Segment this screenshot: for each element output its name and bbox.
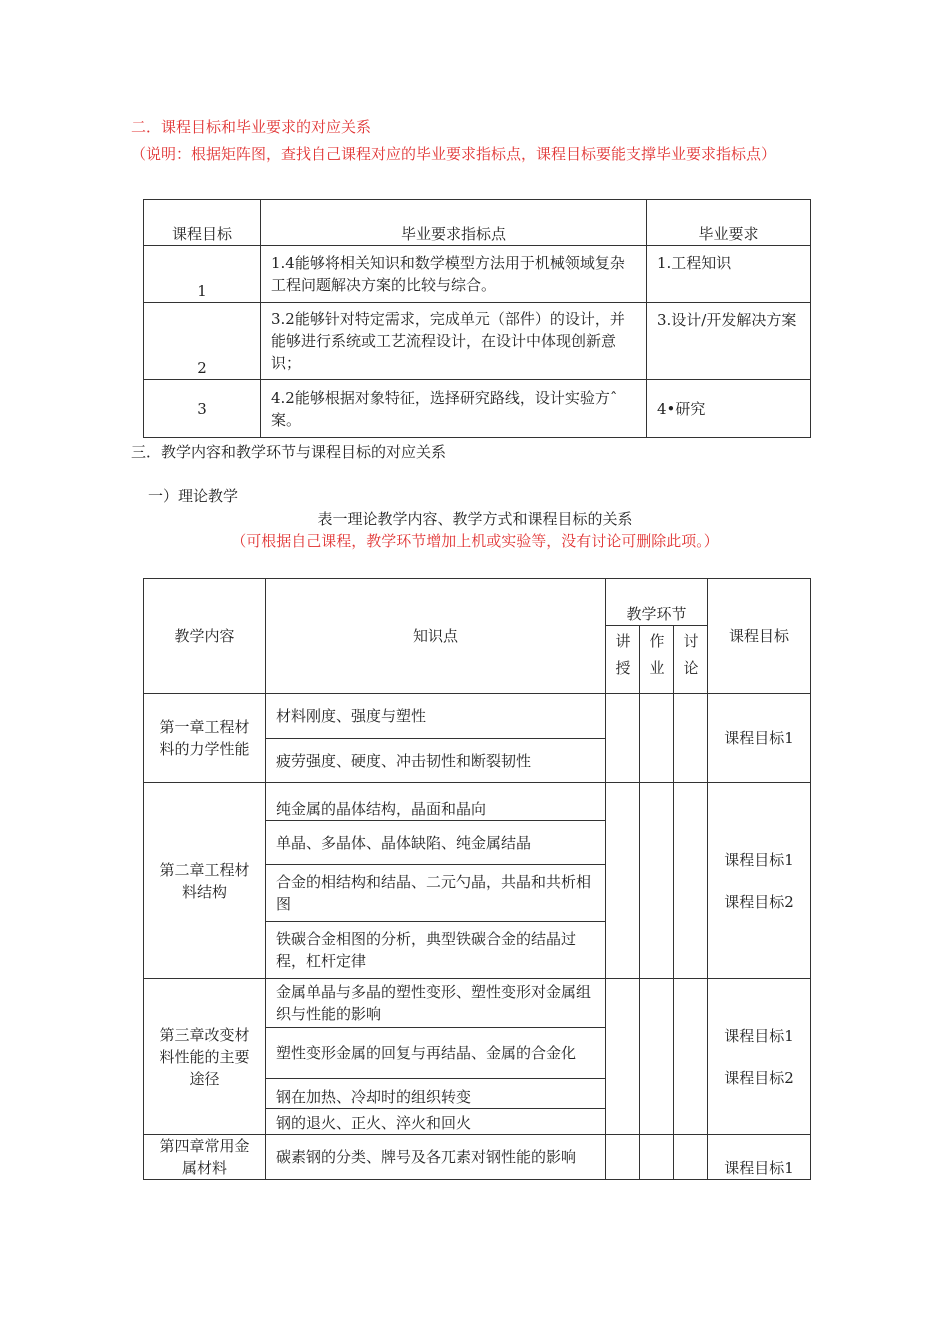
table-caption: 表一理论教学内容、教学方式和课程目标的关系 [317, 510, 633, 528]
section3-heading: 三．教学内容和教学环节与课程目标的对应关系 [131, 443, 447, 461]
header-knowledge: 知识点 [266, 579, 606, 694]
row-requirement: 3.设计/开发解决方案 [647, 303, 811, 380]
chapter-goal: 课程目标1 [724, 850, 794, 869]
table-caption-note: （可根据自己课程，教学环节增加上机或实验等，没有讨论可删除此项。） [231, 532, 719, 550]
knowledge-point: 钢的退火、正火、淬火和回火 [266, 1109, 606, 1135]
header-lecture: 讲授 [606, 626, 640, 694]
chapter-name: 第二章工程材料结构 [144, 783, 266, 979]
row-indicator: 3.2能够针对特定需求，完成单元（部件）的设计，并能够进行系统或工艺流程设计，在设计中体现创新意识； [261, 303, 647, 380]
knowledge-point: 金属单晶与多晶的塑性变形、塑性变形对金属组织与性能的影响 [266, 979, 606, 1028]
row-indicator: 4.2能够根据对象特征，选择研究路线，设计实验方ˆ案。 [261, 380, 647, 438]
knowledge-point: 钢在加热、冷却时的组织转变 [266, 1079, 606, 1109]
discussion-cell [674, 783, 708, 979]
knowledge-point: 碳素钢的分类、牌号及各兀素对钢性能的影响 [266, 1135, 606, 1180]
row-goal: 2 [144, 303, 261, 380]
chapter-goals [708, 783, 811, 979]
row-indicator: 1.4能够将相关知识和数学模型方法用于机械领域复杂工程问题解决方案的比较与综合。 [261, 246, 647, 303]
section2-heading: 二．课程目标和毕业要求的对应关系 [131, 118, 372, 136]
section3-subheading: 一）理论教学 [148, 487, 239, 505]
header-discussion: 讨论 [674, 626, 708, 694]
knowledge-point: 合金的相结构和结晶、二元勺晶，共晶和共析相图 [266, 865, 606, 922]
chapter-goal: 课程目标2 [724, 892, 794, 911]
lecture-cell [606, 979, 640, 1135]
header-goal: 课程目标 [144, 200, 261, 246]
header-indicator: 毕业要求指标点 [261, 200, 647, 246]
row-requirement: 1.工程知识 [647, 246, 811, 303]
chapter-goal: 课程目标1 [708, 694, 811, 783]
chapter-goals [708, 979, 811, 1135]
knowledge-point: 疲劳强度、硬度、冲击韧性和断裂韧性 [266, 739, 606, 783]
chapter-goal: 课程目标1 [724, 1026, 794, 1045]
homework-cell [640, 1135, 674, 1180]
homework-cell [640, 979, 674, 1135]
homework-cell [640, 783, 674, 979]
row-goal: 1 [144, 246, 261, 303]
header-goal: 课程目标 [708, 579, 811, 694]
knowledge-point: 纯金属的晶体结构，晶面和晶向 [266, 783, 606, 821]
header-homework: 作业 [640, 626, 674, 694]
teaching-content-table [143, 578, 811, 1180]
row-requirement: 4•研究 [647, 380, 811, 438]
header-teaching: 教学环节 [606, 579, 708, 626]
knowledge-point: 单晶、多晶体、晶体缺陷、纯金属结晶 [266, 821, 606, 865]
lecture-cell [606, 783, 640, 979]
discussion-cell [674, 694, 708, 783]
discussion-cell [674, 1135, 708, 1180]
section2-note: （说明：根据矩阵图，查找自己课程对应的毕业要求指标点，课程目标要能支撑毕业要求指标点） [131, 145, 777, 163]
lecture-cell [606, 694, 640, 783]
header-content: 教学内容 [144, 579, 266, 694]
header-requirement: 毕业要求 [647, 200, 811, 246]
goal-requirement-table [143, 199, 811, 438]
chapter-name: 第一章工程材料的力学性能 [144, 694, 266, 783]
knowledge-point: 塑性变形金属的回复与再结晶、金属的合金化 [266, 1028, 606, 1079]
knowledge-point: 铁碳合金相图的分析，典型铁碳合金的结晶过程，杠杆定律 [266, 922, 606, 979]
lecture-cell [606, 1135, 640, 1180]
chapter-name: 第三章改变材料性能的主要途径 [144, 979, 266, 1135]
knowledge-point: 材料刚度、强度与塑性 [266, 694, 606, 739]
row-goal: 3 [144, 380, 261, 438]
chapter-name: 第四章常用金属材料 [144, 1135, 266, 1180]
chapter-goal: 课程目标1 [708, 1135, 811, 1180]
discussion-cell [674, 979, 708, 1135]
homework-cell [640, 694, 674, 783]
chapter-goal: 课程目标2 [724, 1068, 794, 1087]
